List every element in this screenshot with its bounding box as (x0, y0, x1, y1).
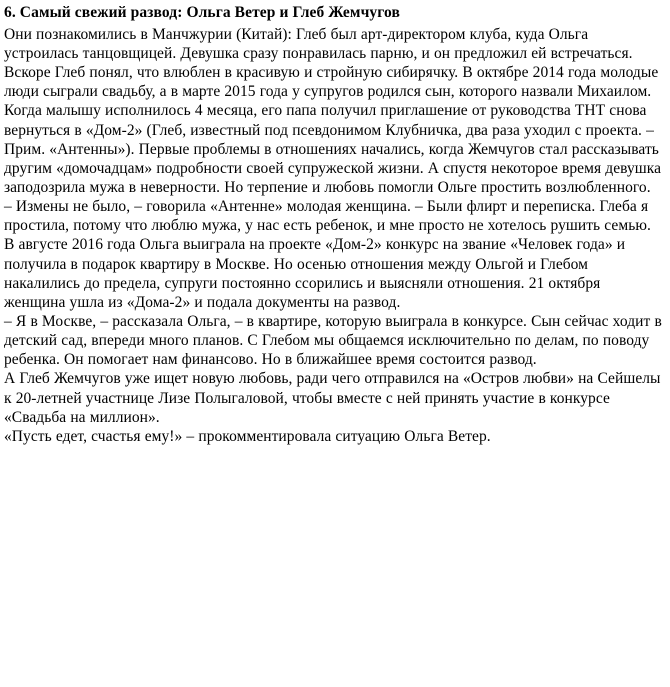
page-title: 6. Самый свежий развод: Ольга Ветер и Глеб Жемчугов (4, 4, 400, 21)
article-paragraph: Они познакомились в Манчжурии (Китай): Глеб был арт-директором клуба, куда Ольга устроилась танцовщицей. Девушка сразу понравилась парню, и он предложил ей встречаться. Вскоре Глеб понял, что влюблен в красивую и стройную сибирячку. В октябре 2014 года молодые люди сыграли свадьбу, а в марте 2015 года у супругов родился сын, которого назвали Михаилом. Когда малышу исполнилось 4 месяца, его папа получил приглашение от руководства ТНТ снова вернуться в «Дом-2» (Глеб, известный под псевдонимом Клубничка, два раза уходил с проекта. – Прим. «Антенны»). Первые проблемы в отношениях начались, когда Жемчугов стал рассказывать другим «домочадцам» подробности своей супружеской жизни. А спустя некоторое время девушка заподозрила мужа в неверности. Но терпение и любовь помогли Ольге простить возлюбленного. (4, 25, 662, 197)
article-paragraph: «Пусть едет, счастья ему!» – прокомментировала ситуацию Ольга Ветер. (4, 427, 491, 445)
article-paragraph: В августе 2016 года Ольга выиграла на проекте «Дом-2» конкурс на звание «Человек года» и получила в подарок квартиру в Москве. Но осенью отношения между Ольгой и Глебом накалились до предела, супруги постоянно ссорились и выясняли отношения. 21 октября женщина ушла из «Дома-2» и подала документы на развод. (4, 236, 626, 311)
article-paragraph: – Я в Москве, – рассказала Ольга, – в квартире, которую выиграла в конкурсе. Сын сейчас ходит в детский сад, впереди много планов. С Глебом мы общаемся исключительно по делам, по поводу ребенка. Он помогает нам финансово. Но в ближайшее время состоится развод. (4, 313, 662, 369)
article-paragraph: – Измены не было, – говорила «Антенне» молодая женщина. – Были флирт и переписка. Глеба я простила, потому что люблю мужа, у нас есть ребенок, и мне просто не хотелось рушить семью. (4, 198, 651, 235)
article-paragraph: А Глеб Жемчугов уже ищет новую любовь, ради чего отправился на «Остров любви» на Сейшелы к 20-летней участнице Лизе Полыгаловой, чтобы вместе с ней принять участие в конкурсе «Свадьба на миллион». (4, 370, 661, 426)
